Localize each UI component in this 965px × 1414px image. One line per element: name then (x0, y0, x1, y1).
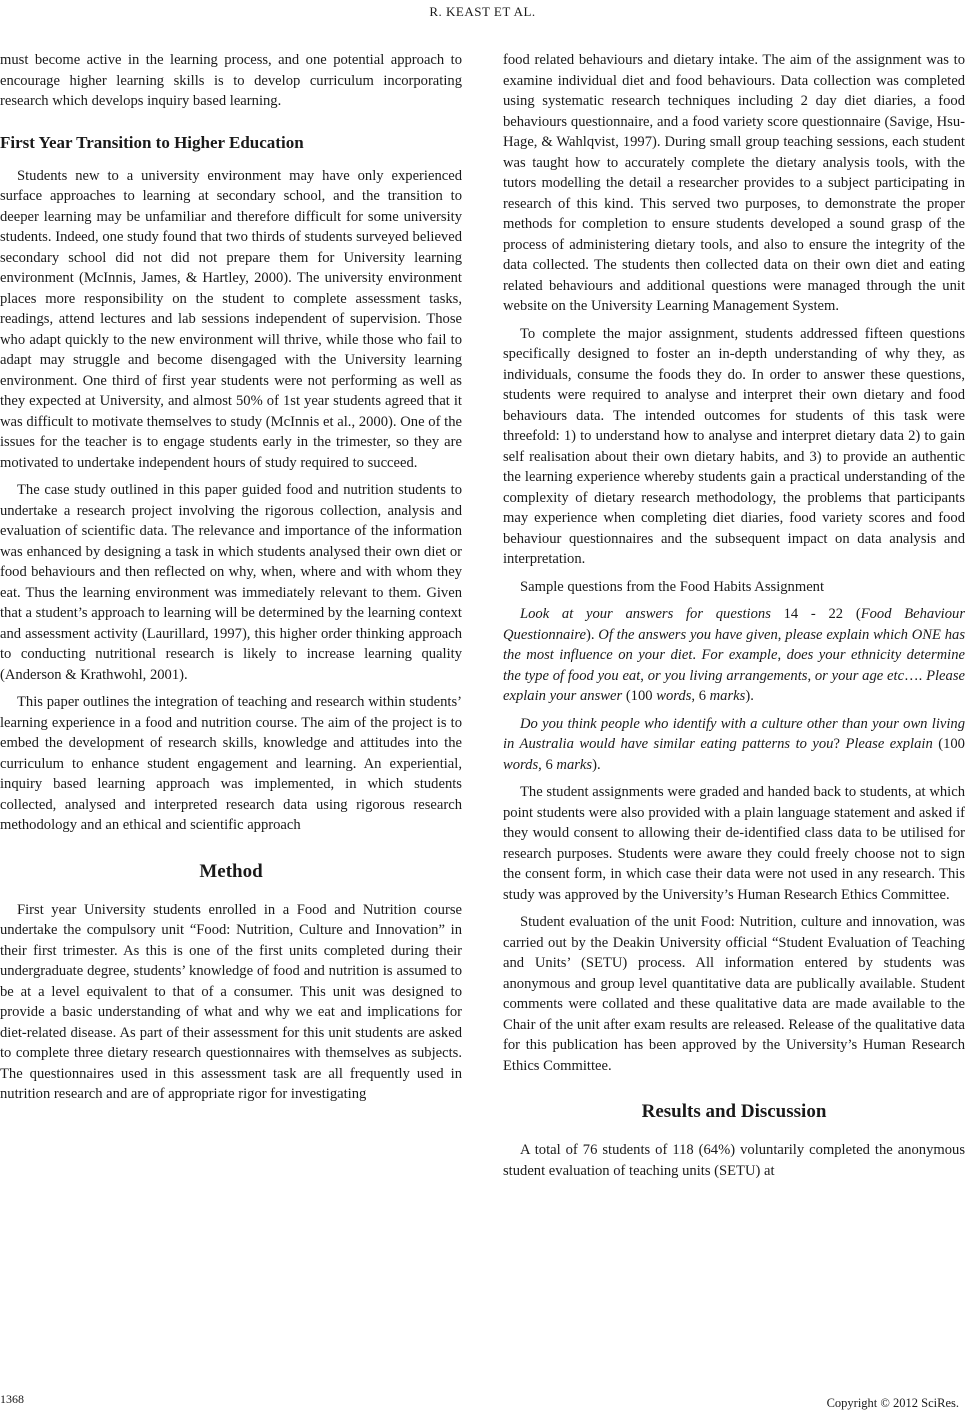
left-column (0, 50, 462, 1105)
paragraph: Students new to a university environment may have only experienced surface approaches to learning at secondary school, and the transition to deeper learning may be unfamiliar and therefore difficult for some university students. Indeed, one study found that two thirds of students surveyed believed secondary school did not did not prepare them for University learning environment (McInnis, James, & Hartley, 2000). The university environment places more responsibility on the student to complete assessment tasks, readings, attend lectures and lab sessions independent of supervision. Those who adapt quickly to the new environment will thrive, while those who fail to adapt may struggle and become disengaged with the University learning environment. One third of first year students were not performing as well as they expected at University, and almost 50% of 1st year students agreed that it was difficult to motivate themselves to study (McInnis et al., 2000). One of the issues for the teacher is to engage students early in the trimester, so they are motivated to undertake independent hours of study required to succeed. (0, 167, 462, 471)
sample-question-1: Look at your answers for questions 14 - 22 (Food Behaviour Questionnaire). Of the answers you have given, please explain which ONE has the most influence on your diet. For example, does your ethnicity determine the type of food you eat, or you living arrangements, or your age etc…. Please explain your answer (100 words, 6 marks). (503, 606, 965, 704)
paragraph: First year University students enrolled in a Food and Nutrition course undertake the compulsory unit “Food: Nutrition, Culture and Innovation” in their first trimester. As this is one of the first units completed during their undergraduate degree, students’ knowledge of food and nutrition is assumed to be at a level equivalent to that of a consumer. This unit was designed to provide a basic understanding of what and why we eat and implications for diet-related disease. As part of their assessment for this unit students are asked to complete three dietary research questionnaires with themselves as subjects. The questionnaires used in this assessment task are all frequently used in nutrition research and are of appropriate rigor for investigating (0, 901, 462, 1102)
paragraph: food related behaviours and dietary intake. The aim of the assignment was to examine individual diet and food behaviours. Data collection was completed using systematic research techniques including 2 day diet diaries, a food behaviours questionnaire, and a food variety score questionnaire (Savige, Hsu-Hage, & Wahlqvist, 1997). During small group teaching sessions, each student was taught how to accurately complete the dietary analysis tools, with the tutors modelling the detail a researcher provides to a subject participating in research of this kind. This served two purposes, to demonstrate the proper methods for completion to ensure students developed a sound grasp of the process of administering dietary tools, and also to ensure the integrity of the data collected. The students then collected data on their own diet and eating related behaviours and additional questions were managed through the unit website on the University Learning Management System. (503, 52, 965, 314)
paragraph: The student assignments were graded and handed back to students, at which point students were also provided with a plain language statement and asked if they would consent to allowing their de-identified class data to be utilised for research purposes. Students were aware they could freely choose not to sign the consent form, in which case their data were not used in any research. This study was approved by the University’s Human Research Ethics Committee. (503, 784, 965, 903)
paragraph: Sample questions from the Food Habits Assignment (520, 578, 825, 595)
paragraph: Student evaluation of the unit Food: Nutrition, culture and innovation, was carried out by the Deakin University official “Student Evaluation of Teaching and Units’ (SETU) process. All information entered by students was anonymous and group level quantitative data are publically available. Student comments were collated and these qualitative data are made available to the Chair of the unit after exam results are released. Release of the qualitative data for this publication has been approved by the University’s Human Research Ethics Committee. (503, 914, 965, 1074)
paragraph: This paper outlines the integration of teaching and research within students’ learning experience in a food and nutrition course. The aim of the project is to embed the development of research skills, knowledge and attitudes into the curriculum to enhance student engagement and learning. An experiential, inquiry based learning approach was implemented, in which students collected, analysed and interpreted research data using rigorous research methodology and an ethical and scientific approach (0, 694, 462, 833)
section-heading-method: Method (199, 860, 263, 882)
paragraph: The case study outlined in this paper guided food and nutrition students to undertake a research project involving the rigorous collection, analysis and evaluation of scientific data. The relevance and importance of the information was enhanced by designing a task in which students analysed their own diet or food behaviours and then reflected on why, when, where and with whom they eat. Thus the learning environment was immediately relevant to them. Given that a student’s approach to learning will be determined by the learning context and assessment activity (Laurillard, 1997), this higher order thinking approach to conducting nutritional research is likely to increase learning quality (Anderson & Krathwohl, 2001). (0, 482, 462, 683)
paragraph: must become active in the learning process, and one potential approach to encourage higher learning skills is to develop curriculum incorporating research which develops inquiry based learning. (0, 52, 462, 109)
paragraph: A total of 76 students of 118 (64%) voluntarily completed the anonymous student evaluation of teaching units (SETU) at (503, 1142, 965, 1179)
section-heading-transition: First Year Transition to Higher Education (0, 132, 304, 152)
page-number: 1368 (0, 1392, 24, 1406)
section-heading-results: Results and Discussion (641, 1101, 827, 1122)
right-column (503, 50, 965, 1181)
sample-question-2: Do you think people who identify with a culture other than your own living in Australia would have similar eating patterns to you? Please explain (100 words, 6 marks). (503, 715, 965, 773)
paragraph: To complete the major assignment, students addressed fifteen questions specifically designed to foster an in-depth understanding of why they, as individuals, consume the foods they do. In order to answer these questions, students were required to analyse and interpret their own dietary and food behaviours data. The intended outcomes for students of this task were threefold: 1) to understand how to analyse and interpret dietary data 2) to gain self realisation about their own dietary habits, and 3) to provide an authentic the learning experience whereby students gain a practical understanding of the complexity of dietary research methodology, the problems that participants may experience when completing diet diaries, food variety scores and food behaviour questionnaires and the subsequent impact on data analysis and interpretation. (503, 325, 965, 567)
copyright-notice: Copyright © 2012 SciRes. (826, 1396, 959, 1410)
running-head: R. KEAST ET AL. (429, 4, 536, 19)
